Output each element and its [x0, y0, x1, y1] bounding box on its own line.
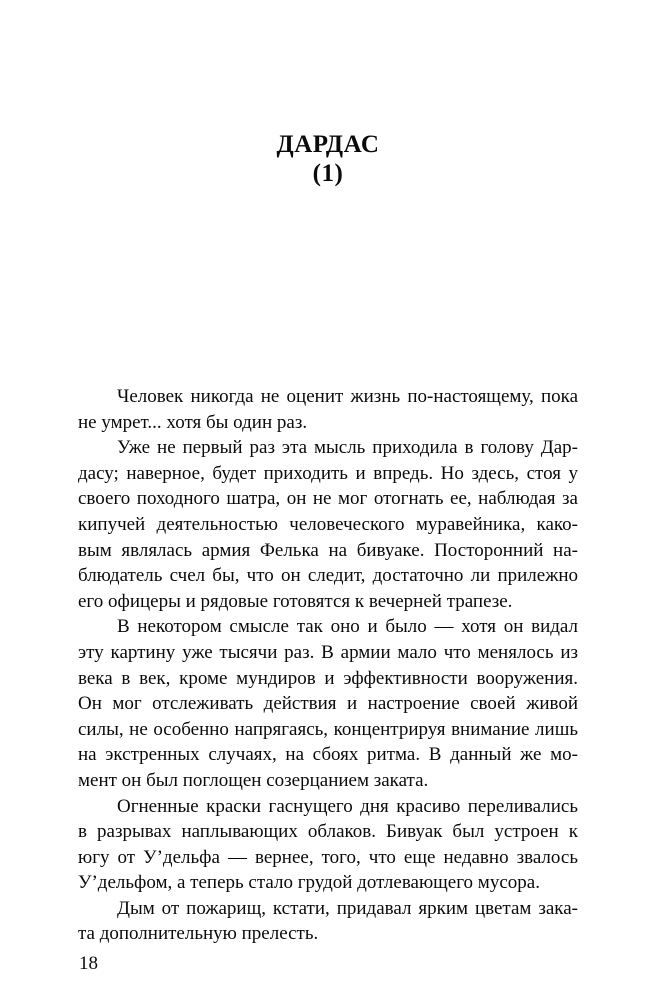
text-line: Огненные краски гаснущего дня красиво переливались	[117, 795, 578, 817]
text-line: века в век, кроме мундиров и эффективности вооружения.	[78, 667, 578, 689]
text-line: Он мог отслеживать действия и настроение своей живой	[78, 693, 578, 715]
text-line: на экстренных случаях, на сбоях ритма. В данный же мо-	[78, 744, 578, 766]
text-line: Дым от пожарищ, кстати, придавал ярким цветам зака-	[117, 897, 578, 919]
text-line: У’дельфом, а теперь стало грудой дотлевающего мусора.	[78, 872, 540, 894]
text-line: Человек никогда не оценит жизнь по-настоящему, пока	[117, 386, 578, 407]
chapter-heading	[78, 130, 578, 188]
text-line: В некотором смысле так оно и было — хотя он видал	[117, 616, 578, 638]
body-text	[78, 384, 578, 947]
text-line: не умрет... хотя бы один раз.	[78, 411, 308, 433]
text-line: эту картину уже тысячи раз. В армии мало что менялось из	[78, 641, 578, 663]
text-line: его офицеры и рядовые готовятся к вечерней трапезе.	[78, 590, 513, 612]
text-line: своего походного шатра, он не мог отогнать ее, наблюдая за	[78, 488, 578, 510]
chapter-title: ДАРДАС	[276, 131, 380, 158]
text-line: мент он был поглощен созерцанием заката.	[78, 769, 429, 791]
text-line: дасу; наверное, будет приходить и впредь. Но здесь, стоя у	[78, 462, 578, 484]
text-line: в разрывах наплывающих облаков. Бивуак был устроен к	[78, 821, 578, 843]
text-line: югу от У’дельфа — вернее, того, что еще недавно звалось	[78, 846, 578, 868]
text-line: силы, не особенно напрягаясь, концентрируя внимание лишь	[78, 718, 578, 740]
text-line: блюдатель счел бы, что он следит, достаточно ли прилежно	[78, 565, 578, 587]
text-line: Уже не первый раз эта мысль приходила в голову Дар-	[117, 437, 578, 459]
text-line: вым являлась армия Фелька на бивуаке. Посторонний на-	[78, 539, 578, 561]
page-number: 18	[79, 953, 98, 974]
chapter-number: (1)	[312, 160, 344, 187]
text-line: кипучей деятельностью человеческого муравейника, како-	[78, 513, 578, 535]
text-line: та дополнительную прелесть.	[78, 923, 319, 945]
